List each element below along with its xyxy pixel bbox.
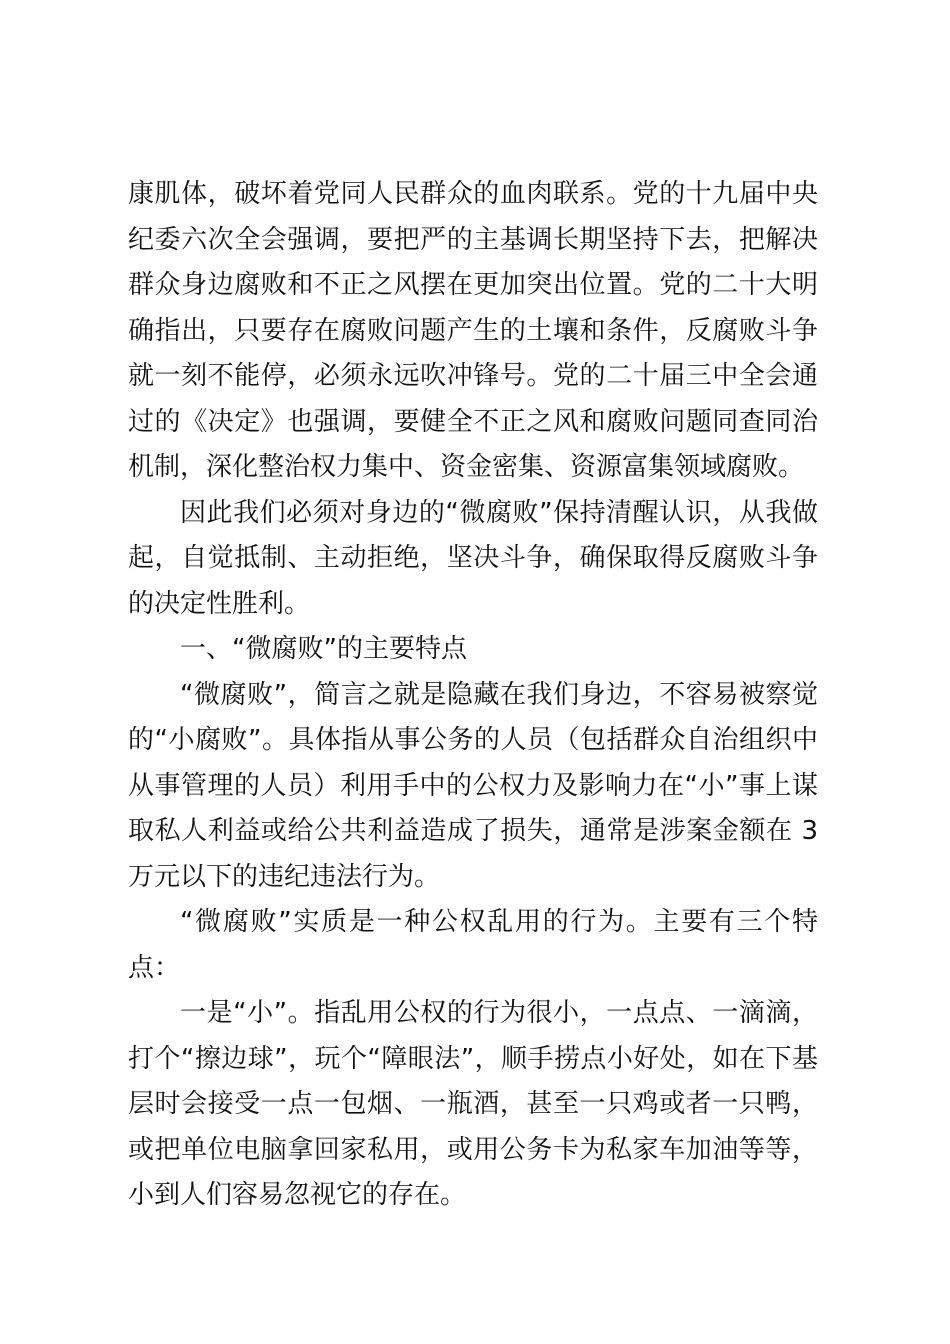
- paragraph-conclusion: 因此我们必须对身边的“微腐败”保持清醒认识，从我做起，自觉抵制、主动拒绝，坚决斗争，确保取得反腐败斗争的决定性胜利。: [128, 497, 818, 619]
- section-heading: 一、“微腐败”的主要特点: [180, 634, 467, 664]
- document-body: [128, 172, 818, 1219]
- paragraph-continuation: 康肌体，破坏着党同人民群众的血肉联系。党的十九届中央纪委六次全会强调，要把严的主基调长期坚持下去，把解决群众身边腐败和不正之风摆在更加突出位置。党的二十大明确指出，只要存在腐败问题产生的土壤和条件，反腐败斗争就一刻不能停，必须永远吹冲锋号。党的二十届三中全会通过的《决定》也强调，要健全不正之风和腐败问题同查同治机制，深化整治权力集中、资金密集、资源富集领域腐败。: [128, 179, 818, 482]
- paragraph-features-intro: “微腐败”实质是一种公权乱用的行为。主要有三个特点：: [128, 907, 818, 983]
- paragraph-definition: “微腐败”，简言之就是隐藏在我们身边，不容易被察觉的“小腐败”。具体指从事公务的人员（包括群众自治组织中从事管理的人员）利用手中的公权力及影响力在“小”事上谋取私人利益或给公共利益造成了损失，通常是涉案金额在 3 万元以下的违纪违法行为。: [128, 679, 818, 892]
- paragraph-feature-small: 一是“小”。指乱用公权的行为很小，一点点、一滴滴，打个“擦边球”，玩个“障眼法”，顺手捞点小好处，如在下基层时会接受一点一包烟、一瓶酒，甚至一只鸡或者一只鸭，或把单位电脑拿回家私用，或用公务卡为私家车加油等等，小到人们容易忽视它的存在。: [128, 998, 818, 1210]
